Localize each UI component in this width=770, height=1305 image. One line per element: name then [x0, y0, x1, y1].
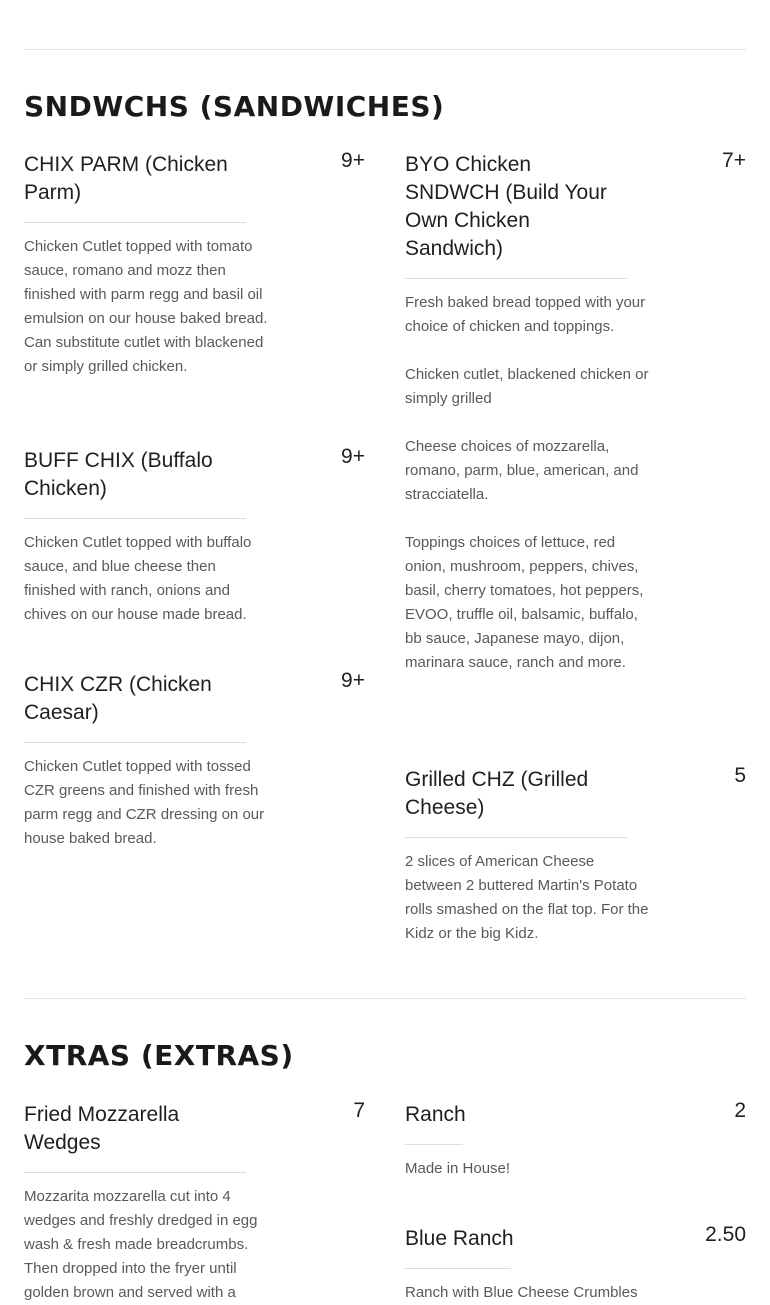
item-price: 7: [353, 1099, 365, 1122]
item-divider: [405, 837, 627, 838]
item-name: CHIX CZR (Chicken Caesar): [24, 673, 212, 724]
menu-item-byo-chicken[interactable]: [405, 151, 746, 675]
item-name: Ranch: [405, 1103, 466, 1126]
item-price: 9+: [341, 445, 365, 468]
item-price: 5: [734, 764, 746, 787]
item-name: BUFF CHIX (Buffalo Chicken): [24, 449, 213, 500]
item-divider: [405, 1144, 463, 1145]
menu-item-ranch[interactable]: [405, 1101, 746, 1181]
item-description: 2 slices of American Cheese between 2 buttered Martin's Potato rolls smashed on the flat top. For the Kidz or the big Kidz.: [405, 853, 649, 942]
section-title-sandwiches: SNDWCHS (SANDWICHES): [24, 90, 445, 123]
item-divider: [24, 742, 246, 743]
menu-item-blue-ranch[interactable]: [405, 1225, 746, 1305]
item-description: Chicken Cutlet topped with buffalo sauce, and blue cheese then finished with ranch, onions and chives on our house made bread.: [24, 534, 252, 623]
item-price: 9+: [341, 149, 365, 172]
item-divider: [24, 222, 246, 223]
item-name: Fried Mozzarella Wedges: [24, 1103, 180, 1154]
item-price: 9+: [341, 669, 365, 692]
item-divider: [24, 1172, 246, 1173]
item-price: 2.50: [705, 1223, 746, 1246]
item-name: BYO Chicken SNDWCH (Build Your Own Chicken Sandwich): [405, 153, 607, 260]
item-description: Chicken Cutlet topped with tomato sauce, romano and mozz then finished with parm regg and basil oil emulsion on our house baked bread. Can substitute cutlet with blackened or simply grilled chicken.: [24, 238, 268, 375]
item-description: Chicken Cutlet topped with tossed CZR greens and finished with fresh parm regg and CZR dressing on our house baked bread.: [24, 758, 265, 847]
menu-item-grilled-chz[interactable]: [405, 766, 746, 946]
section-title-extras: XTRAS (EXTRAS): [24, 1039, 294, 1072]
menu-item-chix-czr[interactable]: [24, 671, 365, 851]
item-divider: [24, 518, 246, 519]
item-name: Grilled CHZ (Grilled Cheese): [405, 768, 589, 819]
item-description: Made in House!: [405, 1160, 511, 1177]
section-divider: [24, 998, 746, 999]
item-description: Fresh baked bread topped with your choice of chicken and toppings. Chicken cutlet, blackened chicken or simply grilled Cheese choices of mozzarella, romano, parm, blue, american, and stracciatella. Toppings choices of lettuce, red onion, mushroom, peppers, chives, basil, cherry tomatoes, hot peppers, EVOO, truffle oil, balsamic, buffalo, bb sauce, Japanese mayo, dijon, marinara sauce, ranch and more.: [405, 294, 649, 671]
item-price: 7+: [722, 149, 746, 172]
item-name: CHIX PARM (Chicken Parm): [24, 153, 228, 204]
item-description: Mozzarita mozzarella cut into 4 wedges and freshly dredged in egg wash & fresh made breadcrumbs. Then dropped into the fryer until golden brown and served with a: [24, 1188, 258, 1301]
item-description: Ranch with Blue Cheese Crumbles: [405, 1284, 638, 1301]
menu-item-fried-mozzarella[interactable]: [24, 1101, 365, 1305]
item-divider: [405, 278, 627, 279]
menu-item-buff-chix[interactable]: [24, 447, 365, 627]
menu-item-chix-parm[interactable]: [24, 151, 365, 379]
item-divider: [405, 1268, 511, 1269]
item-name: Blue Ranch: [405, 1227, 514, 1250]
item-price: 2: [734, 1099, 746, 1122]
section-divider-top: [24, 49, 746, 50]
